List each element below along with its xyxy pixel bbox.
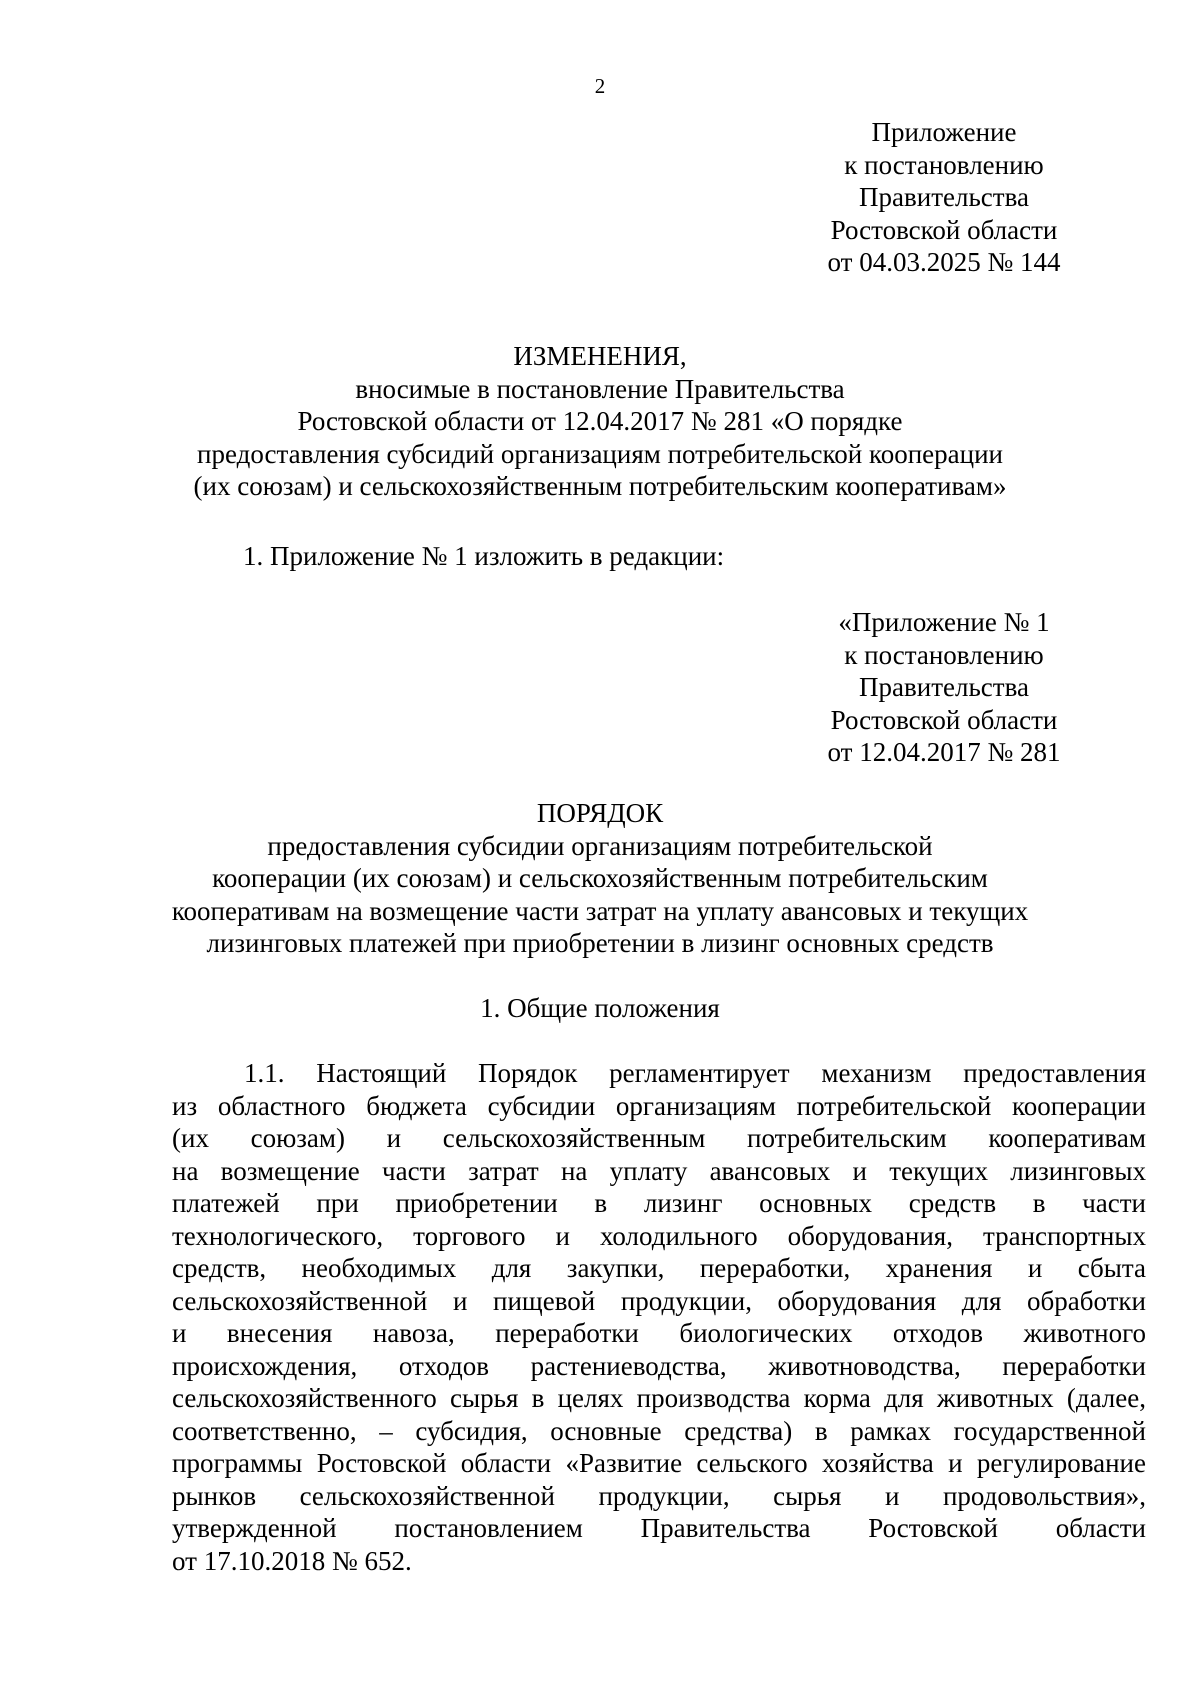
- order-title: ПОРЯДОК: [536, 798, 664, 828]
- paragraph-line: рынков сельскохозяйственной продукции, сырья и продовольствия»,: [172, 1480, 1146, 1511]
- paragraph-line: технологического, торгового и холодильного оборудования, транспортных: [172, 1220, 1146, 1251]
- paragraph-line: происхождения, отходов растениеводства, животноводства, переработки: [172, 1350, 1146, 1381]
- appendix-header-line: Приложение: [871, 117, 1017, 147]
- paragraph-line: из областного бюджета субсидии организациям потребительской кооперации: [172, 1090, 1146, 1121]
- order-heading: [0, 797, 1200, 960]
- paragraph-line: сельскохозяйственного сырья в целях производства корма для животных (далее,: [172, 1383, 1146, 1413]
- quoted-appendix-line: Правительства: [859, 672, 1029, 702]
- quoted-appendix-header: [794, 606, 1094, 769]
- appendix-header: [794, 116, 1094, 279]
- changes-subtitle-line: (их союзам) и сельскохозяйственным потребительским кооперативам»: [193, 471, 1007, 501]
- paragraph-line: на возмещение части затрат на уплату авансовых и текущих лизинговых: [172, 1155, 1146, 1186]
- section-1-title: 1. Общие положения: [480, 993, 720, 1023]
- paragraph-line: средств, необходимых для закупки, переработки, хранения и сбыта: [172, 1253, 1146, 1283]
- order-subtitle-line: кооперативам на возмещение части затрат на уплату авансовых и текущих: [171, 895, 1029, 926]
- appendix-header-line: Правительства: [859, 182, 1029, 212]
- changes-subtitle-line: предоставления субсидий организациям потребительской кооперации: [197, 438, 1003, 469]
- paragraph-line: платежей при приобретении в лизинг основных средств в части: [172, 1188, 1146, 1218]
- paragraph-line: утвержденной постановлением Правительства Ростовской области: [172, 1513, 1146, 1543]
- paragraph-line: сельскохозяйственной и пищевой продукции, оборудования для обработки: [172, 1285, 1146, 1316]
- page-number: 2: [594, 74, 606, 98]
- changes-subtitle-line: Ростовской области от 12.04.2017 № 281 «О порядке: [297, 406, 903, 436]
- paragraph-line: от 17.10.2018 № 652.: [172, 1545, 412, 1576]
- changes-subtitle-line: вносимые в постановление Правительства: [355, 373, 845, 404]
- paragraph-line: программы Ростовской области «Развитие сельского хозяйства и регулирование: [172, 1448, 1146, 1478]
- paragraph-line: 1.1. Настоящий Порядок регламентирует механизм предоставления: [244, 1058, 1146, 1088]
- changes-heading: [0, 340, 1200, 503]
- appendix-header-line: от 04.03.2025 № 144: [827, 247, 1061, 277]
- order-subtitle-line: предоставления субсидии организациям потребительской: [267, 830, 933, 861]
- order-subtitle-line: лизинговых платежей при приобретении в лизинг основных средств: [206, 928, 994, 958]
- quoted-appendix-line: «Приложение № 1: [838, 607, 1050, 637]
- appendix-header-line: к постановлению: [844, 149, 1044, 180]
- item-1-text: 1. Приложение № 1 изложить в редакции:: [243, 541, 725, 571]
- quoted-appendix-line: к постановлению: [844, 639, 1044, 670]
- paragraph-1-1: [172, 1057, 1146, 1577]
- paragraph-line: соответственно, – субсидия, основные средства) в рамках государственной: [172, 1415, 1146, 1446]
- quoted-appendix-line: от 12.04.2017 № 281: [827, 737, 1061, 767]
- paragraph-line: и внесения навоза, переработки биологических отходов животного: [172, 1318, 1146, 1348]
- changes-title: ИЗМЕНЕНИЯ,: [513, 341, 687, 371]
- quoted-appendix-line: Ростовской области: [830, 704, 1058, 735]
- appendix-header-line: Ростовской области: [830, 214, 1058, 245]
- paragraph-line: (их союзам) и сельскохозяйственным потребительским кооперативам: [172, 1123, 1146, 1153]
- order-subtitle-line: кооперации (их союзам) и сельскохозяйственным потребительским: [212, 863, 988, 893]
